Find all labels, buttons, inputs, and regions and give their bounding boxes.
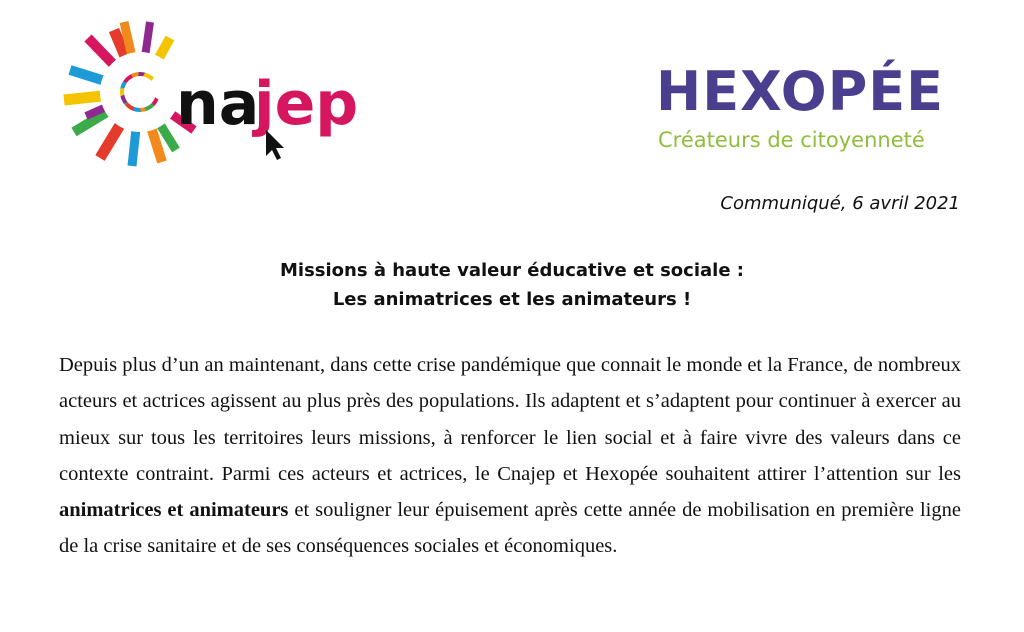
svg-text:jep: jep — [254, 69, 358, 139]
dateline: Communiqué, 6 avril 2021 — [720, 193, 960, 214]
hexopee-logo-tagline: Créateurs de citoyenneté — [658, 128, 925, 152]
cnajep-logo — [58, 20, 358, 170]
document-title — [0, 256, 1024, 314]
hexopee-logo — [650, 60, 945, 162]
title-line-1: Missions à haute valeur éducative et sociale : — [279, 260, 745, 281]
body-text-part-1: Depuis plus d’un an maintenant, dans cette crise pandémique que connait le monde et la France, de nombreux acteurs et actrices agissent au plus près des populations. Ils adaptent et s’adaptent pour continuer à exercer au mieux sur tous les territoires leurs missions, à renforcer le lien social et à faire vivre des valeurs dans ce contexte contraint. Parmi ces acteurs et actrices, le Cnajep et Hexopée souhaitent attirer l’attention sur les — [59, 354, 961, 485]
cnajep-logo-icon — [58, 20, 358, 170]
svg-text:na: na — [176, 69, 260, 139]
body-text-bold: animatrices et animateurs — [59, 499, 289, 522]
body-text-part-2: et souligner leur épuisement après cette année de mobilisation en première ligne de la crise sanitaire et de ses conséquences sociales et économiques. — [59, 499, 961, 558]
title-line-2: Les animatrices et les animateurs ! — [332, 289, 692, 310]
body-paragraph — [59, 347, 961, 565]
hexopee-logo-name: HEXOPÉE — [656, 60, 945, 123]
